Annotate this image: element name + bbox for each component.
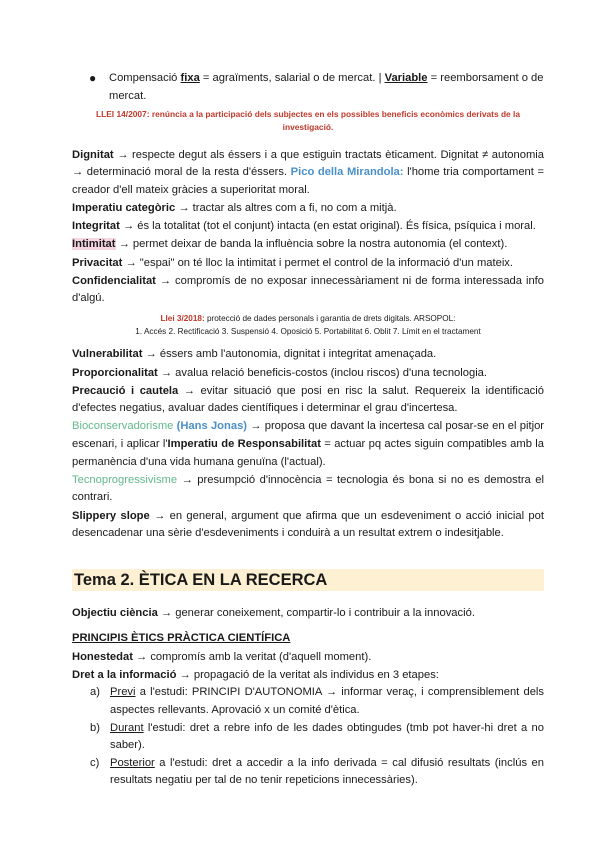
law-line1: protecció de dades personals i garantia de drets digitals. ARSOPOL:	[204, 313, 456, 323]
bullet-text: Compensació	[109, 72, 181, 84]
definition: → proposa que davant la incertesa cal posar-se en el pitjor escenari, i aplicar l'	[72, 420, 545, 451]
definition-pico: l'home tria comportament = creador d'ell mateix gràcies a superioritat moral.	[72, 166, 544, 196]
term-fixa: fixa	[180, 72, 200, 84]
def-vulnerabilitat	[72, 346, 544, 364]
definition: → respecte degut als éssers i a que estiguin tractats èticament. Dignitat ≠ autonomia → determinació moral de la resta d'éssers.	[72, 148, 544, 179]
def-dignitat	[72, 147, 544, 200]
term-teal: Bioconservadorisme	[72, 420, 174, 433]
bullet-dot-icon: ●	[89, 71, 97, 85]
def-precaucio	[72, 383, 544, 418]
term: Confidencialitat	[72, 274, 156, 287]
list-marker: a)	[90, 686, 100, 699]
term: Precaució i cautela	[72, 384, 179, 397]
def-dret-informacio	[72, 667, 544, 685]
law-14-2007-note	[72, 108, 544, 134]
def-confidencialitat	[72, 273, 544, 308]
law-3-2018-note	[72, 312, 544, 338]
definition: → propagació de la veritat als individus en 3 etapes:	[176, 668, 439, 681]
term: Dignitat	[72, 148, 114, 161]
definition: → permet deixar de banda la influència sobre la nostra autonomia (el context).	[115, 238, 508, 251]
definition: → evitar situació que posi en risc la salut. Requereix la identificació d'efectes negatius, avaluar dades científiques i determinar el grau d'incertesa.	[72, 384, 544, 415]
definition: → "espai" on té lloc la intimitat i permet el control de la informació d'un mateix.	[122, 256, 514, 269]
term: Dret a la informació	[72, 668, 177, 681]
term: Slippery slope	[72, 509, 150, 522]
list-text: a l'estudi: PRINCIPI D'AUTONOMIA → informar veraç, i comprensiblement dels aspectes rellevants. Aprovació x un comité d'ètica.	[110, 686, 544, 716]
list-marker: b)	[90, 721, 100, 734]
definition: → compromís amb la veritat (d'aquell moment).	[132, 650, 372, 663]
bullet-text-post: = reemborsament o de mercat.	[109, 72, 544, 102]
def-tecnoprogressivisme	[72, 472, 544, 507]
principis-heading	[72, 630, 544, 648]
definition: → compromís de no exposar innecessàriament ni de forma interessada info d'algú.	[72, 274, 544, 305]
subheading: PRINCIPIS ÈTICS PRÀCTICA CIENTÍFICA	[72, 632, 291, 645]
term: Imperatiu categòric	[72, 201, 176, 214]
section-heading: Tema 2. ÈTICA EN LA RECERCA	[72, 569, 544, 591]
objectiu-ciencia	[72, 605, 544, 623]
list-text: a l'estudi: dret a accedir a la info derivada = cal difusió resultats (inclús en resultats negatiu per tal de no tenir repeticions innecessàries).	[110, 756, 544, 787]
law-ref: LLEI 14/2007:	[95, 109, 150, 120]
def-proporcionalitat	[72, 365, 544, 383]
law-line2: 1. Accés 2. Rectificació 3. Suspensió 4. Oposició 5. Portabilitat 6. Oblit 7. Límit en el tractament	[135, 327, 481, 337]
document-page	[72, 70, 544, 790]
list-lead: Posterior	[110, 756, 155, 769]
definition: → presumpció d'innocència = tecnologia és bona si no es demostra el contrari.	[72, 473, 544, 504]
term: Honestedat	[72, 650, 133, 663]
def-privacitat	[72, 255, 544, 273]
list-marker: c)	[90, 756, 100, 769]
term: Objectiu ciència	[72, 606, 158, 619]
list-item-posterior	[72, 755, 544, 790]
definition: → en general, argument que afirma que un esdeveniment o acció inicial pot desencadenar una sèrie d'esdeveniments i conduirà a un resultat extrem o indesitjable.	[72, 509, 544, 540]
term-highlighted: Intimitat	[72, 238, 116, 251]
list-item-previ	[72, 684, 544, 719]
imperatiu-responsabilitat: Imperatiu de Responsabilitat	[167, 438, 321, 451]
list-text: l'estudi: dret a rebre info de les dades obtingudes (tmb pot haver-hi dret a no saber).	[110, 721, 544, 752]
definition: → éssers amb l'autonomia, dignitat i integritat amenaçada.	[142, 348, 437, 361]
def-imperatiu	[72, 200, 544, 218]
bullet-compensacio	[72, 70, 544, 105]
def-bioconservadorisme	[72, 418, 544, 471]
law-ref: Llei 3/2018:	[160, 313, 205, 323]
definition-cont: = actuar pq actes siguin compatibles amb la permanència d'una vida humana genuïna (l'actual).	[72, 438, 544, 468]
list-item-durant	[72, 720, 544, 755]
term-variable: Variable	[384, 72, 428, 84]
def-honestedat	[72, 649, 544, 667]
definition: → és la totalitat (tot el conjunt) intacta (en estat original). És física, psíquica i moral.	[119, 220, 536, 233]
bullet-text-mid: = agraïments, salarial o de mercat. |	[199, 72, 385, 84]
term-teal: Tecnoprogressivisme	[72, 473, 178, 486]
definition: → tractar als altres com a fi, no com a mitjà.	[175, 201, 397, 214]
law-text: renúncia a la participació dels subjectes en els possibles beneficis econòmics derivats de la investigació.	[149, 109, 521, 133]
author-hans-jonas: (Hans Jonas)	[176, 420, 248, 433]
list-lead: Durant	[110, 721, 144, 734]
term: Vulnerabilitat	[72, 348, 143, 361]
list-lead: Previ	[110, 686, 136, 699]
pico-della-mirandola: Pico della Mirandola:	[290, 166, 404, 179]
definition: → avalua relació beneficis-costos (inclou riscos) d'una tecnologia.	[157, 366, 488, 379]
def-intimitat	[72, 236, 544, 254]
def-slippery-slope	[72, 508, 544, 543]
term: Integritat	[72, 220, 120, 233]
definition: → generar coneixement, compartir-lo i contribuir a la innovació.	[157, 606, 475, 619]
def-integritat	[72, 218, 544, 236]
term: Privacitat	[72, 256, 123, 269]
term: Proporcionalitat	[72, 366, 158, 379]
